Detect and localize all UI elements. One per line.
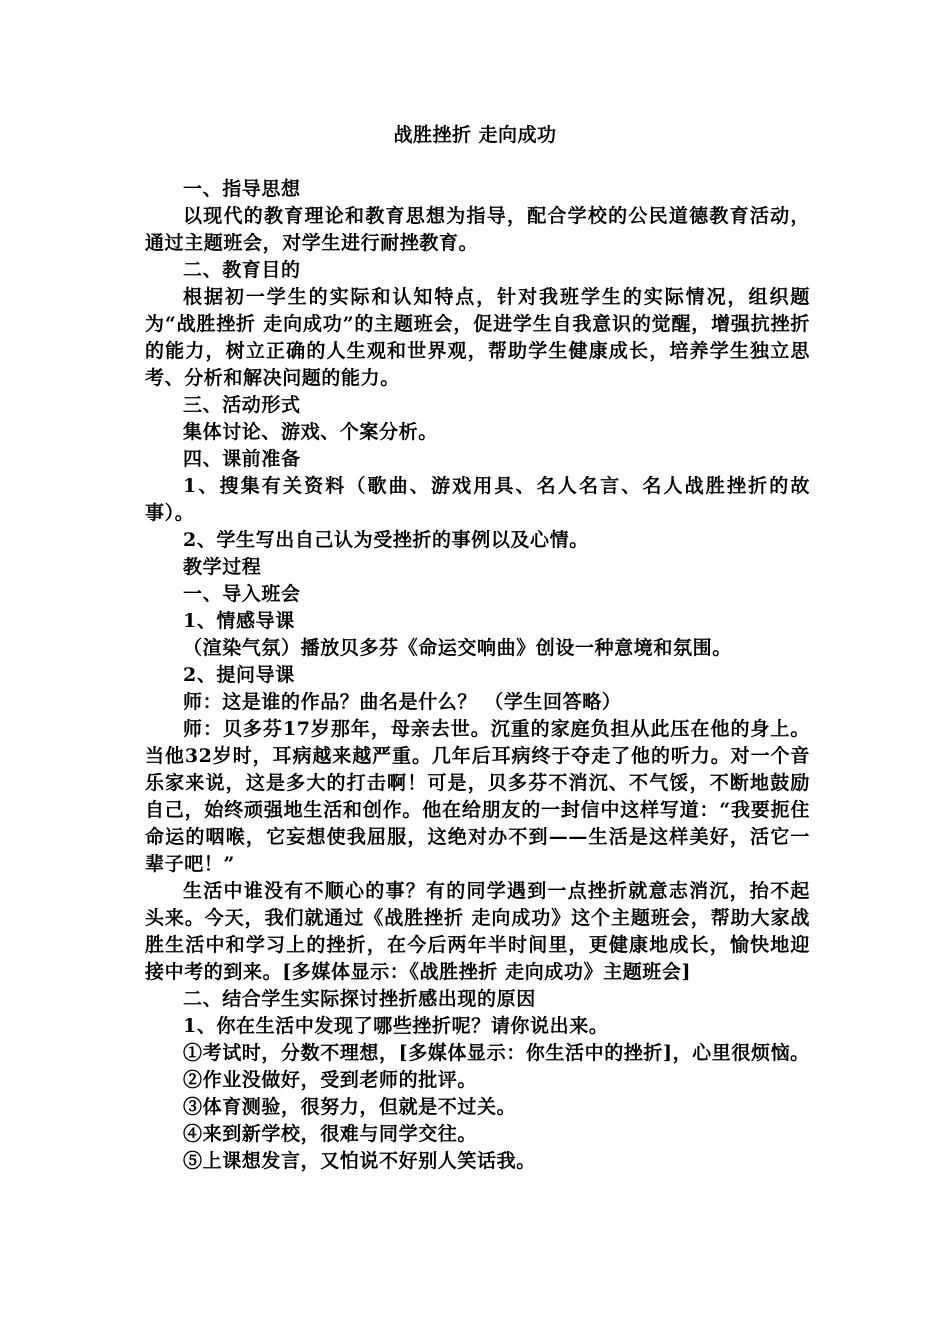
paragraph: 师：这是谁的作品？曲名是什么？ （学生回答略） [183,691,622,713]
list-item: ④来到新学校，很难与同学交往。 [183,1123,478,1145]
heading-introduction: 一、导入班会 [183,583,301,605]
paragraph: 2、学生写出自己认为受挫折的事例以及心情。 [183,529,589,551]
list-item: ⑤上课想发言，又怕说不好别人笑话我。 [183,1150,536,1172]
document-body [145,176,810,1175]
paragraph: （渲染气氛）播放贝多芬《命运交响曲》创设一种意境和氛围。 [183,637,732,659]
heading-guiding-ideology: 一、指导思想 [183,178,301,200]
paragraph: 以现代的教育理论和教育思想为指导，配合学校的公民道德教育活动，通过主题班会，对学生进行耐挫教育。 [145,205,810,254]
paragraph: 师：贝多芬17岁那年，母亲去世。沉重的家庭负担从此压在他的身上。当他32岁时，耳病越来越严重。几年后耳病终于夺走了他的听力。对一个音乐家来说，这是多大的打击啊！可是，贝多芬不消沉、不气馁，不断地鼓励自己，始终顽强地生活和创作。他在给朋友的一封信中这样写道：“我要扼住命运的咽喉，它妄想使我屈服，这绝对办不到——生活是这样美好，活它一辈子吧！” [145,718,810,875]
paragraph: 根据初一学生的实际和认知特点，针对我班学生的实际情况，组织题为“战胜挫折 走向成功”的主题班会，促进学生自我意识的觉醒，增强抗挫折的能力，树立正确的人生观和世界观，帮助学生健康成长，培养学生独立思考、分析和解决问题的能力。 [145,286,810,389]
heading-activity-form: 三、活动形式 [183,394,301,416]
subheading: 1、你在生活中发现了哪些挫折呢？请你说出来。 [183,1015,609,1037]
list-item: ③体育测验，很努力，但就是不过关。 [183,1096,517,1118]
list-item: ②作业没做好，受到老师的批评。 [183,1069,478,1091]
heading-education-goal: 二、教育目的 [183,259,301,281]
paragraph: 生活中谁没有不顺心的事？有的同学遇到一点挫折就意志消沉，抬不起头来。今天，我们就通过《战胜挫折 走向成功》这个主题班会，帮助大家战胜生活中和学习上的挫折，在今后两年半时间里，更健康地成长，愉快地迎接中考的到来。[多媒体显示：《战胜挫折 走向成功》主题班会] [145,880,810,983]
paragraph: 1、搜集有关资料（歌曲、游戏用具、名人名言、名人战胜挫折的故事）。 [145,475,810,524]
paragraph: 集体讨论、游戏、个案分析。 [183,421,438,443]
list-item: ①考试时，分数不理想，[多媒体显示：你生活中的挫折]，心里很烦恼。 [183,1042,810,1064]
subheading: 1、情感导课 [183,610,295,632]
subheading: 2、提问导课 [183,664,295,686]
document-title: 战胜挫折 走向成功 [393,124,557,146]
heading-preparation: 四、课前准备 [183,448,301,470]
heading-discussion: 二、结合学生实际探讨挫折感出现的原因 [183,988,536,1010]
heading-teaching-process: 教学过程 [183,556,262,578]
